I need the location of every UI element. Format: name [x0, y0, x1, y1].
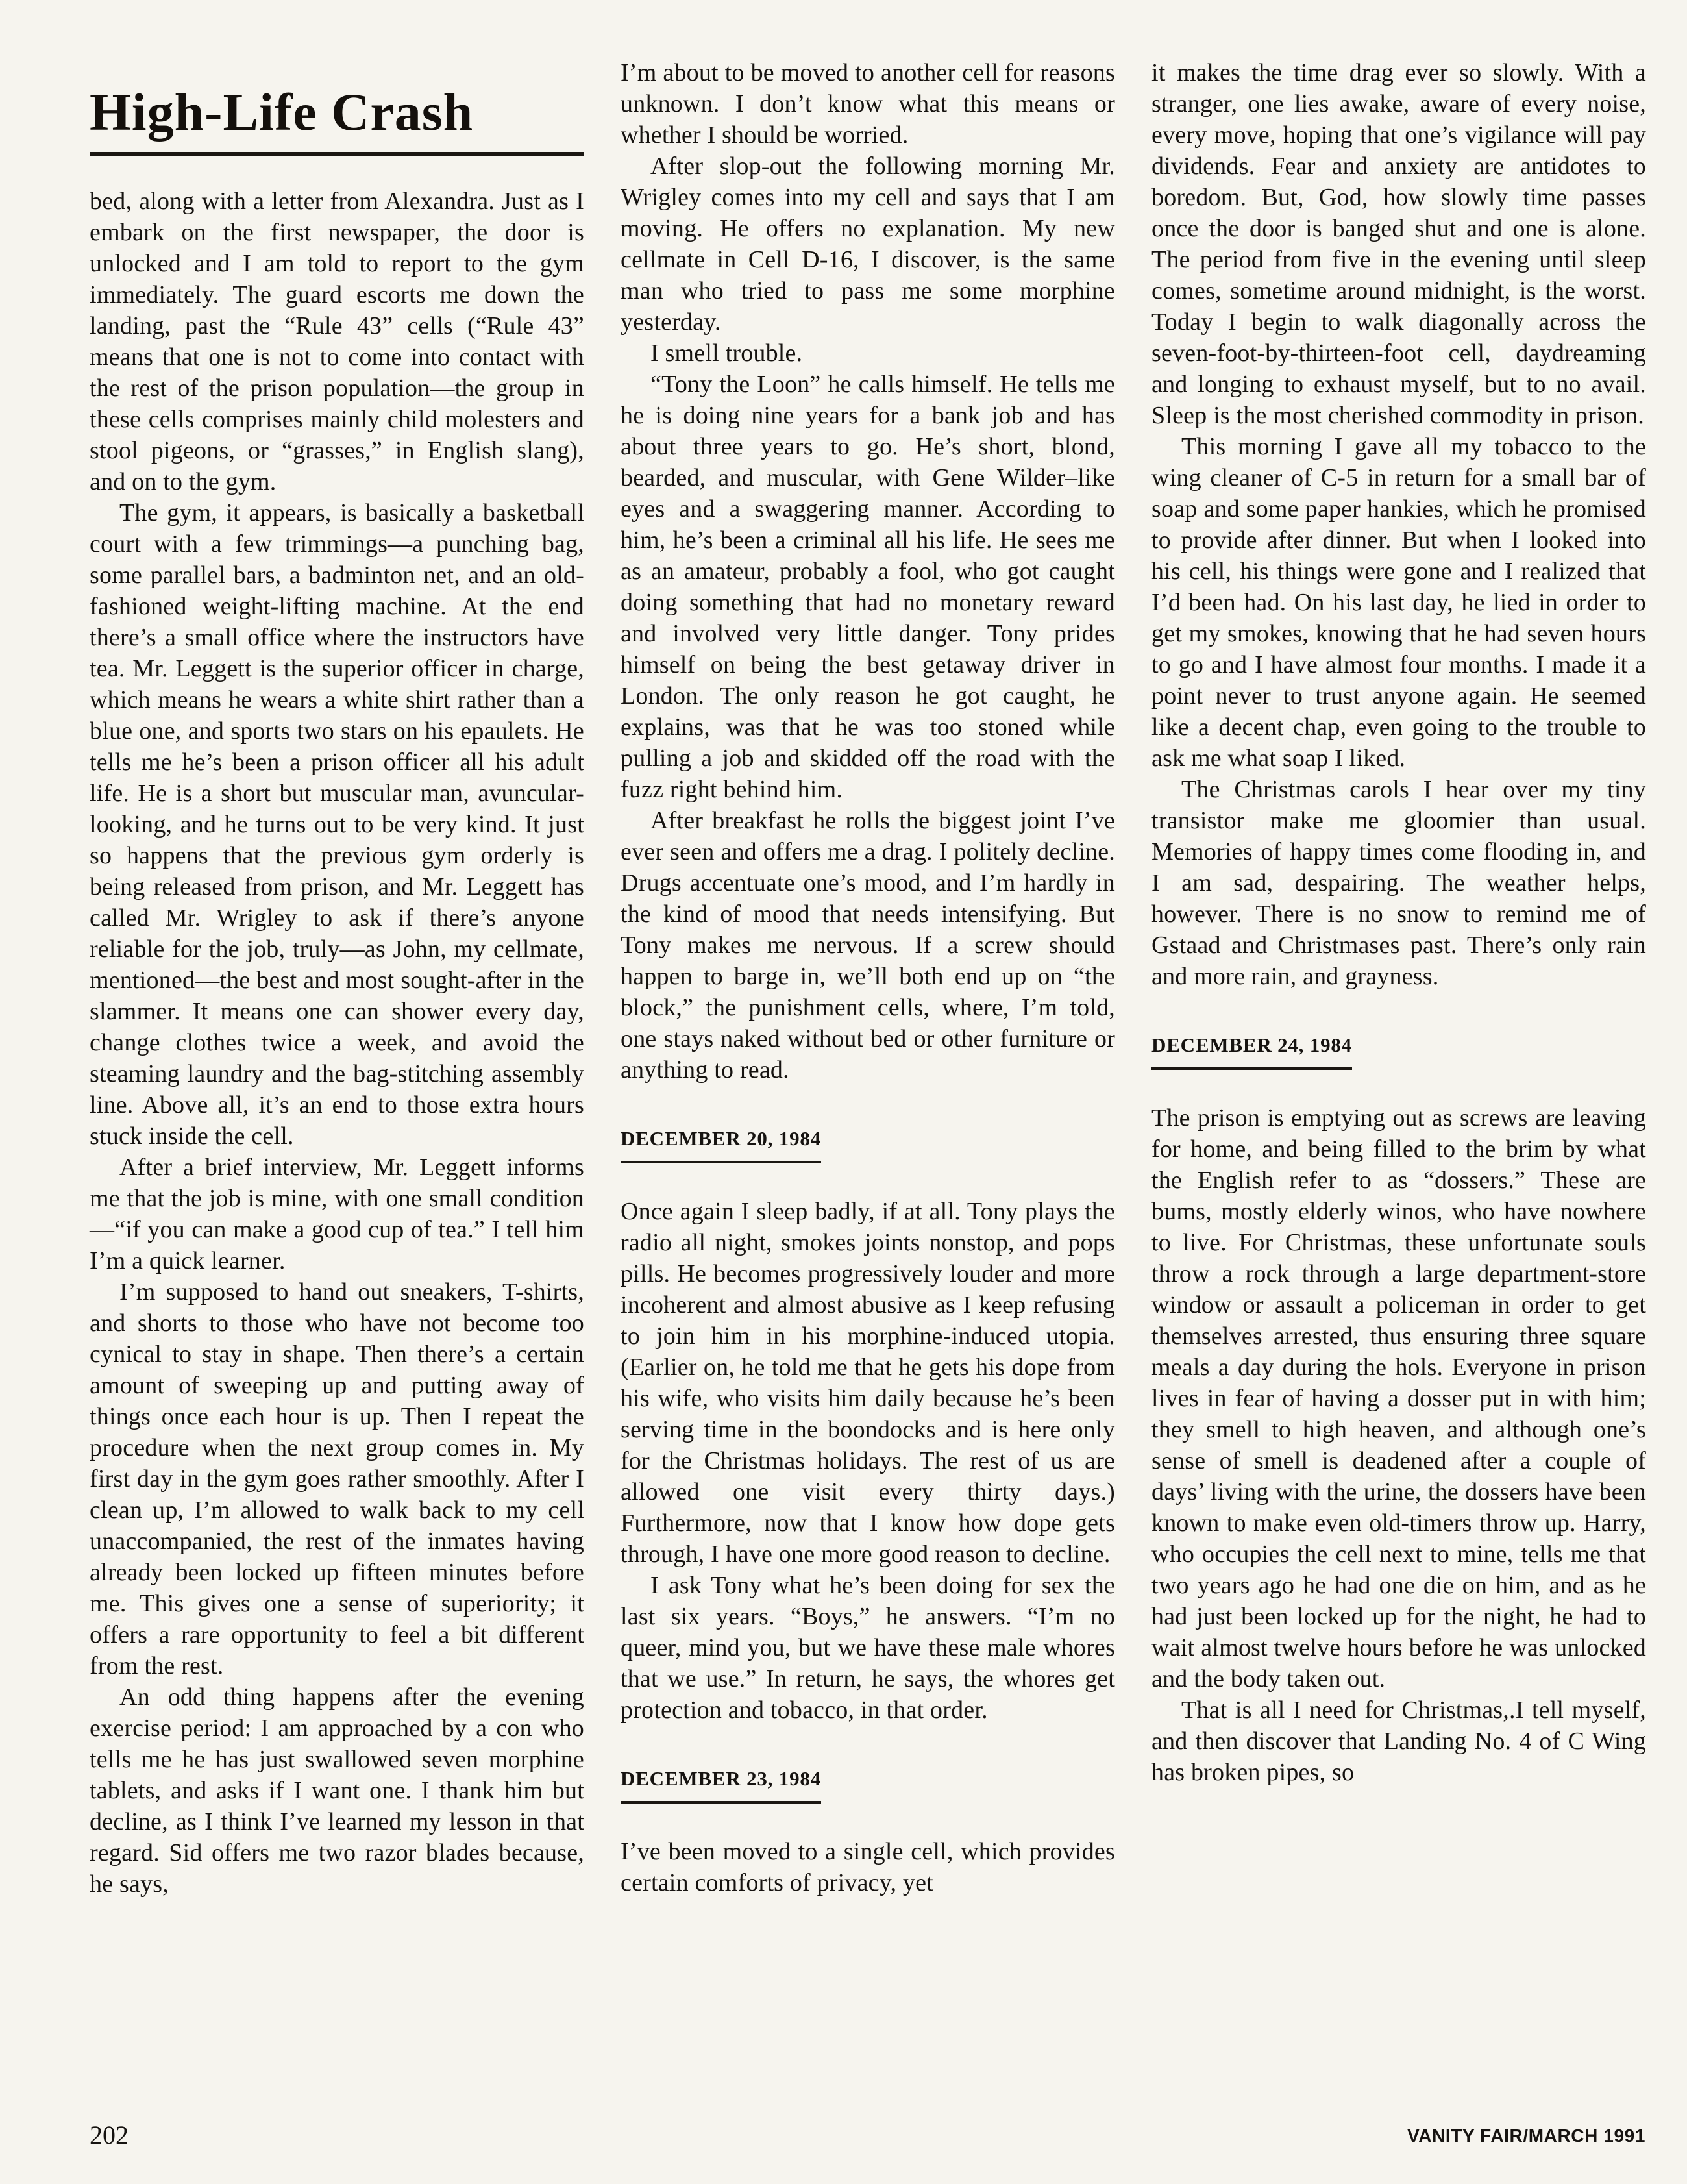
dateline-december-20-1984: [621, 1122, 1115, 1163]
article-column-1: [90, 57, 584, 1900]
paragraph: After breakfast he rolls the biggest joint I’ve ever seen and offers me a drag. I politely decline. Drugs accentuate one’s mood, and I’m hardly in the kind of mood that needs intensifying. But Tony makes me nervous. If a screw should happen to barge in, we’ll both end up on “the block,” the punishment cells, where, I’m told, one stays naked without bed or other furniture or anything to read.: [621, 807, 1115, 1084]
dateline-text: DECEMBER 23, 1984: [621, 1763, 821, 1804]
paragraph: I’ve been moved to a single cell, which provides certain comforts of privacy, yet: [621, 1838, 1115, 1896]
paragraph: After a brief interview, Mr. Leggett informs me that the job is mine, with one small condition—“if you can make a good cup of tea.” I tell him I’m a quick learner.: [90, 1154, 584, 1274]
paragraph: The prison is emptying out as screws are leaving for home, and being filled to the brim by what the English refer to as “dossers.” These are bums, mostly elderly winos, who have nowhere to live. For Christmas, these unfortunate souls throw a rock through a large department-store window or assault a policeman in order to get themselves arrested, thus ensuring three square meals a day during the hols. Everyone in prison lives in fear of having a dosser put in with him; they smell to high heaven, and although one’s sense of smell is deadened after a couple of days’ living with the urine, the dossers have been known to make even old-timers throw up. Harry, who occupies the cell next to mine, tells me that two years ago he had one die on him, and as he had just been locked up for the night, he had to wait almost twelve hours before he was unlocked and the body taken out.: [1151, 1104, 1646, 1693]
magazine-footer: VANITY FAIR/MARCH 1991: [1407, 2126, 1645, 2146]
article-title-block: [90, 82, 584, 156]
article-column-2: [621, 57, 1115, 1900]
article-columns: [90, 57, 1645, 1900]
paragraph: Once again I sleep badly, if at all. Tony plays the radio all night, smokes joints nonstop, and pops pills. He becomes progressively louder and more incoherent and almost abusive as I keep refusing to join him in his morphine-induced utopia. (Earlier on, he told me that he gets his dope from his wife, who visits him daily because he’s been serving time in the boondocks and is here only for the Christmas holidays. The rest of us are allowed one visit every thirty days.) Furthermore, now that I know how dope gets through, I have one more good reason to decline.: [621, 1198, 1115, 1568]
dateline-text: DECEMBER 20, 1984: [621, 1123, 821, 1163]
dateline-december-23-1984: [621, 1762, 1115, 1804]
paragraph: After slop-out the following morning Mr. Wrigley comes into my cell and says that I am moving. He offers no explanation. My new cellmate in Cell D-16, I discover, is the same man who tried to pass me some morphine yesterday.: [621, 153, 1115, 336]
paragraph: I ask Tony what he’s been doing for sex the last six years. “Boys,” he answers. “I’m no queer, mind you, but we have these male whores that we use.” In return, he says, the whores get protection and tobacco, in that order.: [621, 1572, 1115, 1724]
paragraph: I’m supposed to hand out sneakers, T-shirts, and shorts to those who have not become too cynical to stay in shape. Then there’s a certain amount of sweeping up and putting away of things once each hour is up. Then I repeat the procedure when the next group comes in. My first day in the gym goes rather smoothly. After I clean up, I’m allowed to walk back to my cell unaccompanied, the rest of the inmates having already been locked up fifteen minutes before me. This gives one a sense of superiority; it offers a rare opportunity to feel a bit different from the rest.: [90, 1278, 584, 1680]
dateline-text: DECEMBER 24, 1984: [1151, 1030, 1352, 1070]
article-column-3: [1151, 57, 1646, 1900]
paragraph: “Tony the Loon” he calls himself. He tells me he is doing nine years for a bank job and has about three years to go. He’s short, blond, bearded, and muscular, with Gene Wilder–like eyes and a swaggering manner. According to him, he’s been a criminal all his life. He sees me as an amateur, probably a fool, who got caught doing something that had no monetary reward and involved very little danger. Tony prides himself on being the best getaway driver in London. The only reason he got caught, he explains, was that he was too stoned while pulling a job and skidded off the road with the fuzz right behind him.: [621, 371, 1115, 803]
paragraph: I’m about to be moved to another cell for reasons unknown. I don’t know what this means or whether I should be worried.: [621, 59, 1115, 149]
paragraph: An odd thing happens after the evening exercise period: I am approached by a con who tells me he has just swallowed seven morphine tablets, and asks if I want one. I thank him but decline, as I think I’ve learned my lesson in that regard. Sid offers me two razor blades because, he says,: [90, 1683, 584, 1898]
paragraph: it makes the time drag ever so slowly. With a stranger, one lies awake, aware of every noise, every move, hoping that one’s vigilance will pay dividends. Fear and anxiety are antidotes to boredom. But, God, how slowly time passes once the door is banged shut and one is alone. The period from five in the evening until sleep comes, sometime around midnight, is the worst. Today I begin to walk diagonally across the seven-foot-by-thirteen-foot cell, daydreaming and longing to exhaust myself, but to no avail. Sleep is the most cherished commodity in prison.: [1151, 59, 1646, 429]
paragraph: This morning I gave all my tobacco to the wing cleaner of C-5 in return for a small bar of soap and some paper hankies, which he promised to provide after dinner. But when I looked into his cell, his things were gone and I realized that I’d been had. On his last day, he lied in order to get my smokes, knowing that he had seven hours to go and I have almost four months. I made it a point never to trust anyone again. He seemed like a decent chap, even going to the trouble to ask me what soap I liked.: [1151, 433, 1646, 772]
page-number: 202: [90, 2120, 129, 2150]
dateline-december-24-1984: [1151, 1028, 1646, 1070]
page-title: High-Life Crash: [90, 82, 474, 142]
paragraph: The Christmas carols I hear over my tiny transistor make me gloomier than usual. Memories of happy times come flooding in, and I am sad, despairing. The weather helps, however. There is no snow to remind me of Gstaad and Christmases past. There’s only rain and more rain, and grayness.: [1151, 776, 1646, 990]
paragraph: That is all I need for Christmas,.I tell myself, and then discover that Landing No. 4 of C Wing has broken pipes, so: [1151, 1696, 1646, 1786]
paragraph: The gym, it appears, is basically a basketball court with a few trimmings—a punching bag, some parallel bars, a badminton net, and an old-fashioned weight-lifting machine. At the end there’s a small office where the instructors have tea. Mr. Leggett is the superior officer in charge, which means he wears a white shirt rather than a blue one, and sports two stars on his epaulets. He tells me he’s been a prison officer all his adult life. He is a short but muscular man, avuncular-looking, and he turns out to be very kind. It just so happens that the previous gym orderly is being released from prison, and Mr. Leggett has called Mr. Wrigley to ask if there’s anyone reliable for the job, truly—as John, my cellmate, mentioned—the best and most sought-after in the slammer. It means one can shower every day, change clothes twice a week, and avoid the steaming laundry and the bag-stitching assembly line. Above all, it’s an end to those extra hours stuck inside the cell.: [90, 499, 584, 1150]
title-rule: [90, 152, 584, 156]
paragraph: I smell trouble.: [650, 340, 803, 367]
paragraph: bed, along with a letter from Alexandra. Just as I embark on the first newspaper, the door is unlocked and I am told to report to the gym immediately. The guard escorts me down the landing, past the “Rule 43” cells (“Rule 43” means that one is not to come into contact with the rest of the prison population—the group in these cells comprises mainly child molesters and stool pigeons, or “grasses,” in English slang), and on to the gym.: [90, 188, 584, 495]
